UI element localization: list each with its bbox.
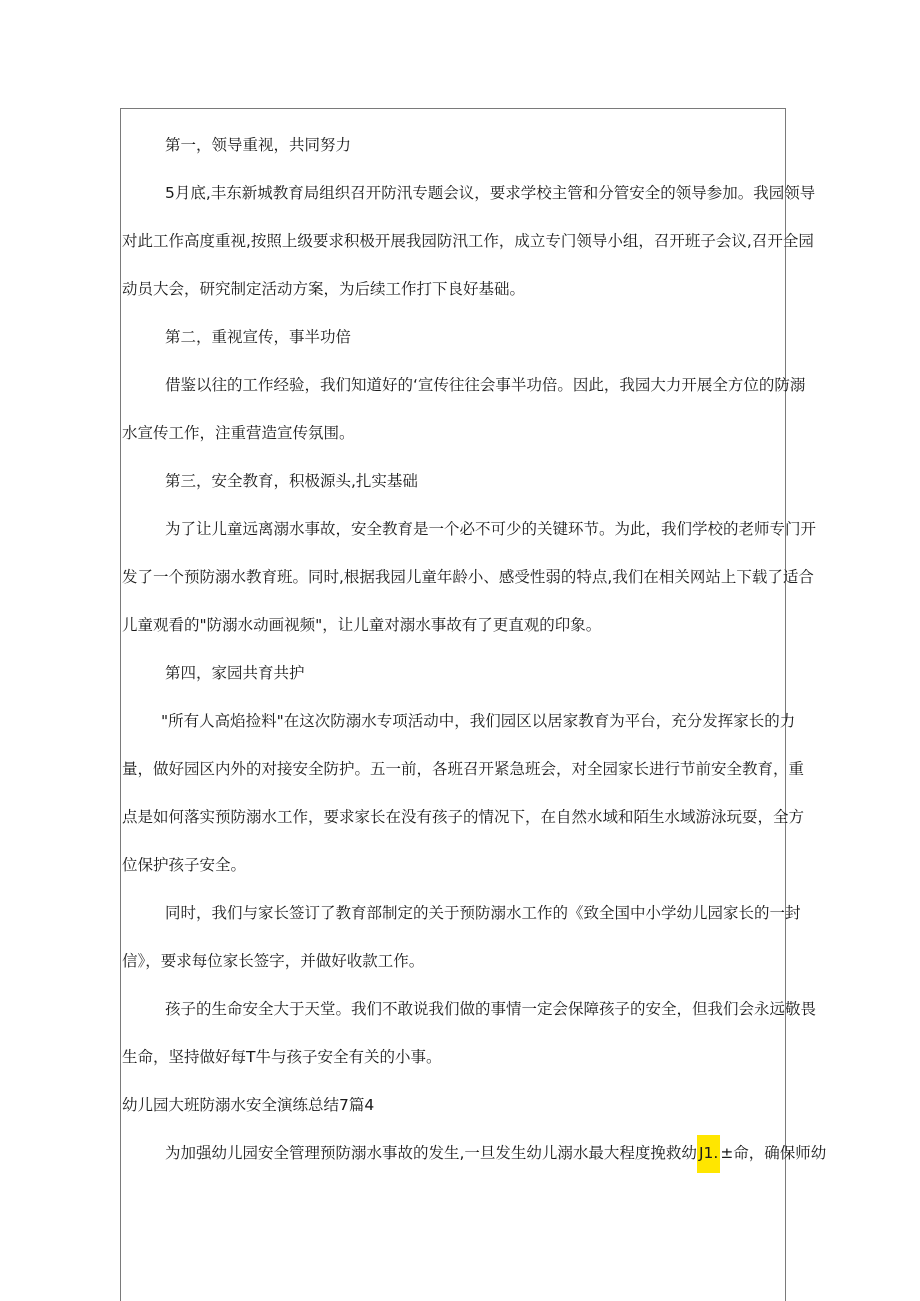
section-heading-3: 第三，安全教育，积极源头,扎实基础 — [165, 472, 418, 490]
paragraph-line: 5月底,丰东新城教育局组织召开防汛专题会议，要求学校主管和分管安全的领导参加。我园领导 — [165, 184, 816, 202]
paragraph-line: 动员大会，研究制定活动方案，为后续工作打下良好基础。 — [122, 280, 526, 298]
paragraph-line: 同时，我们与家长签订了教育部制定的关于预防溺水工作的《致全国中小学幼儿园家长的一封 — [165, 904, 801, 922]
document-page — [120, 108, 827, 1301]
paragraph-line: 信》，要求每位家长签字，并做好收款工作。 — [122, 952, 425, 970]
paragraph-line-last — [121, 1141, 826, 1165]
paragraph-line: 借鉴以往的工作经验，我们知道好的‘宣传往往会事半功倍。因此，我园大力开展全方位的防溺 — [165, 376, 806, 394]
next-document-title: 幼儿园大班防溺水安全演练总结7篇4 — [122, 1096, 375, 1114]
paragraph-line: 发了一个预防溺水教育班。同时,根据我园儿童年龄小、感受性弱的特点,我们在相关网站上下载了适合 — [122, 568, 814, 586]
paragraph-line: 水宣传工作，注重营造宣传氛围。 — [122, 424, 355, 442]
paragraph-line: 位保护孩子安全。 — [122, 856, 247, 874]
paragraph-line: 点是如何落实预防溺水工作，要求家长在没有孩子的情况下，在自然水域和陌生水域游泳玩耍，全方 — [122, 808, 805, 826]
paragraph-line: 儿童观看的"防溺水动画视频"，让儿童对溺水事故有了更直观的印象。 — [122, 616, 602, 634]
paragraph-line: 对此工作高度重视,按照上级要求积极开展我园防汛工作，成立专门领导小组，召开班子会议,召开全园 — [122, 232, 814, 250]
section-heading-4: 第四，家园共育共护 — [165, 664, 305, 682]
paragraph-line: 生命，坚持做好每T牛与孩子安全有关的小事。 — [122, 1048, 442, 1066]
section-heading-2: 第二，重视宣传，事半功倍 — [165, 328, 352, 346]
paragraph-line: 为了让儿童远离溺水事故，安全教育是一个必不可少的关键环节。为此，我们学校的老师专门开 — [165, 520, 817, 538]
paragraph-line: "所有人高焰捡料"在这次防溺水专项活动中，我们园区以居家教育为平台，充分发挥家长的力 — [161, 712, 796, 730]
section-heading-1: 第一，领导重视，共同努力 — [165, 136, 352, 154]
paragraph-line: 量，做好园区内外的对接安全防护。五一前，各班召开紧急班会，对全园家长进行节前安全教育，重 — [122, 760, 805, 778]
text-after-highlight: ±命，确保师幼 — [720, 1144, 827, 1162]
highlighted-text: J1. — [697, 1135, 720, 1173]
text-before-highlight: 为加强幼儿园安全管理预防溺水事故的发生,一旦发生幼儿溺水最大程度挽救幼 — [165, 1144, 697, 1162]
paragraph-line: 孩子的生命安全大于天堂。我们不敢说我们做的事情一定会保障孩子的安全，但我们会永远敬畏 — [165, 1000, 817, 1018]
